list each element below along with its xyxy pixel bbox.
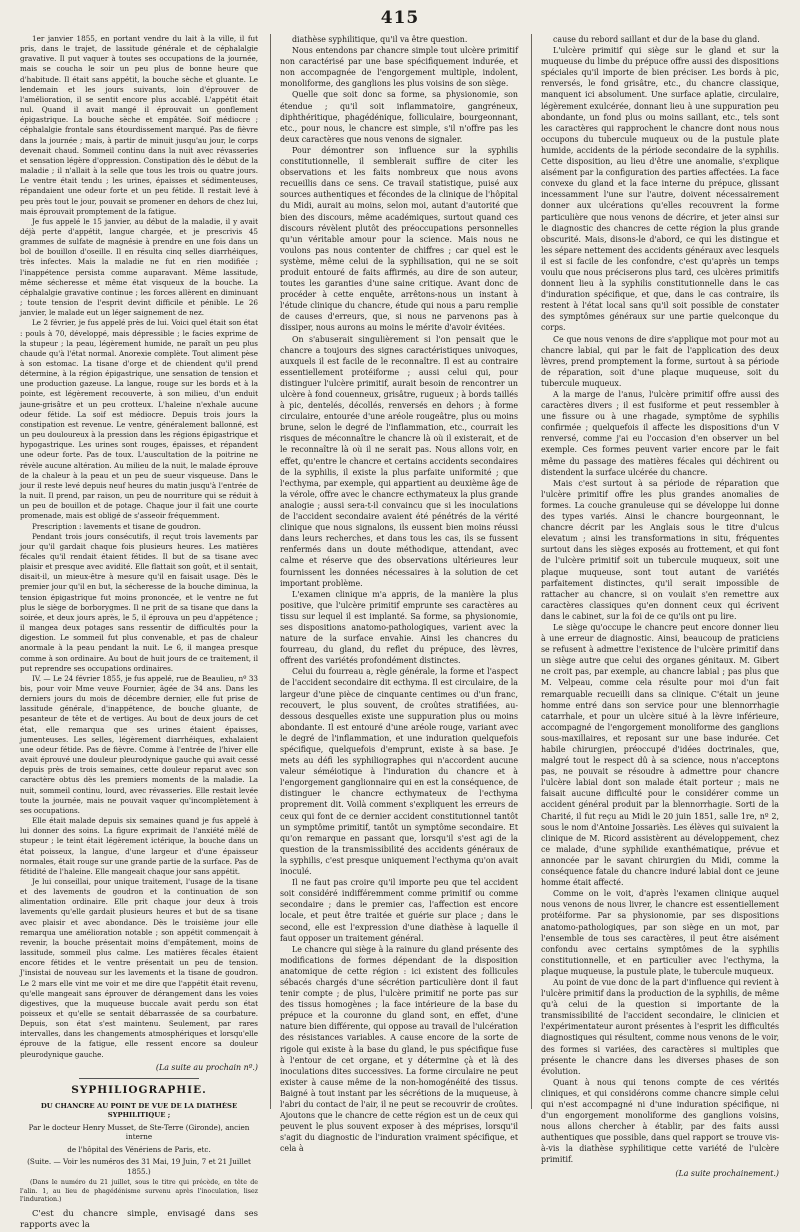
paragraph: diathèse syphilitique, qu'il va être question. (292, 35, 468, 44)
column-divider (270, 34, 271, 1109)
section-title: SYPHILIOGRAPHIE. (71, 1083, 207, 1096)
paragraph: cause du rebord saillant et dur de la base du gland. (553, 35, 760, 44)
paragraph: Nous entendons par chancre simple tout ulcère primitif non caractérisé par une base spécifiquement indurée, et non accompagnée de l'engorgement multiple, indolent, monoliforme, des ganglions les plus voisins de son siège. (280, 46, 518, 89)
paragraph: L'ulcère primitif qui siège sur le gland et sur la muqueuse du limbe du prépuce offre aussi des dispositions spéciales qu'il importe de bien préciser. Les bords à pic, renversés, le fond grisâtre, etc., du chancre classique, manquent ici absolument. Une surface aplatie, circulaire, légèrement exulcérée, donnant lieu à une suppuration peu abondante, un fond plus ou moins saillant, etc., tels sont les caractères qui rapprochent le chancre dont nous nous occupons du tubercule muqueux ou de la pustule plate humide, accidents de la période secondaire de la syphilis. Cette disposition, au lieu d'être une anomalie, s'explique aisément par la configuration des parties affectées. La face convexe du gland et la face interne du prépuce, glissant incessamment l'une sur l'autre, doivent nécessairement donner aux ulcérations qu'elles recouvrent la forme particulière que nous venons de décrire, et jeter ainsi sur le diagnostic des chancres de cette région la plus grande obscurité. Mais, disons-le d'abord, ce qui les distingue et les sépare nettement des accidents généraux avec lesquels il est si facile de les confondre, c'est qu'après un temps voulu que nous préciserons plus tard, ces ulcères primitifs donnent lieu à la syphilis constitutionnelle dans le cas d'induration spécifique, et que, dans le cas contraire, ils restent à l'état local sans qu'il soit possible de constater des symptômes généraux sur une partie quelconque du corps. (541, 46, 779, 333)
footnote: (Dans le numéro du 21 juillet, sous le titre qui précède, en tête de l'alin. 1, au lieu de phagédénisme survenu après l'inoculation, lisez l'induration.) (20, 1179, 258, 1204)
column-1 (20, 34, 258, 1231)
paragraph: Je fus appelé le 15 janvier, au début de la maladie, il y avait déjà perte d'appétit, langue chargée, et je prescrivis 45 grammes de sulfate de magnésie à prendre en une fois dans un bol de bouillon d'oseille. Il en résulta cinq selles diarrhéiques, très infectes. Mais la maladie ne fut en rien modifiée ; l'inappétence persista comme auparavant. Même lassitude, même sécheresse et même état visqueux de la bouche. La céphalalgie gravative continue ; les forces allèrent en diminuant ; toute tension de l'esprit devint difficile et pénible. Le 26 janvier, le malade eut un léger saignement de nez. (20, 216, 258, 318)
paragraph: Il ne faut pas croire qu'il importe peu que tel accident soit considéré indifféremment comme primitif ou comme secondaire ; dans le premier cas, l'affection est encore locale, et peut être traitée et guérie sur place ; dans le second, elle est l'expression d'une diathèse à laquelle il faut opposer un traitement général. (280, 878, 518, 943)
paragraph: Celui du fourreau a, règle générale, la forme et l'aspect de l'accident secondaire dit ecthyma. Il est circulaire, de la largeur d'une pièce de cinquante centimes ou d'un franc, recouvert, le plus souvent, de croûtes stratifiées, au-dessous desquelles existe une suppuration plus ou moins abondante. Il est entouré d'une aréole rouge, variant avec le degré de l'inflammation, et une induration quelquefois spécifique, quelquefois d'emprunt, existe à sa base. Je mets au défi les syphiliographes qui n'accordent aucune valeur séméiotique à l'induration du chancre et à l'engorgement ganglionnaire qui en est la conséquence, de distinguer le chancre ecthymateux de l'ecthyma proprement dit. Voilà comment s'expliquent les erreurs de ceux qui font de ce dernier accident constitutionnel tantôt un symptôme primitif, tantôt un symptôme secondaire. Et qu'on remarque en passant que, lorsqu'il s'est agi de la question de la transmissibilité des accidents généraux de la syphilis, c'est presque uniquement l'ecthyma qu'on avait inoculé. (280, 667, 518, 877)
continuation-note: (La suite prochainement.) (675, 1168, 779, 1178)
paragraph: Je lui conseillai, pour unique traitement, l'usage de la tisane et des lavements de goudron et la continuation de son alimentation ordinaire. Elle prit chaque jour deux à trois lavements qu'elle gardait plusieurs heures et but de sa tisane avec plaisir et avec abondance. Dès le troisième jour elle remarqua une amélioration notable ; son appétit commençait à revenir, la bouche présentait moins d'empâtement, moins de lassitude, sommeil plus calme. Les matières fécales étaient encore fétides et le ventre présentait un peu de tension. J'insistai de nouveau sur les lavements et la tisane de goudron. Le 2 mars elle vint me voir et me dire que l'appétit était revenu, qu'elle mangeait sans éprouver de dérangement dans les voies digestives, que la muqueuse buccale avait perdu son état poisseux et qu'elle se sentait débarrassée de sa courbature. Depuis, son état s'est maintenu. Seulement, par rares intervalles, dans les changements atmosphériques et lorsqu'elle éprouve de la fatigue, elle ressent encore sa douleur pleurodynique gauche. (20, 876, 258, 1059)
paragraph: Le chancre qui siège à la rainure du gland présente des modifications de formes dépendant de la disposition anatomique de cette région : ici existent des follicules sébacés chargés d'une sécrétion particulière dont il faut tenir compte ; de plus, l'ulcère primitif ne porte pas sur des tissus homogènes ; la face intérieure de la base du prépuce et la couronne du gland sont, en effet, d'une nature bien différente, qui oppose au travail de l'ulcération des résistances variables. A cause encore de la sorte de rigole qui existe à la base du gland, le pus spécifique fuse à l'entour de cet organe, et y détermine çà et là des inoculations dites successives. La forme circulaire ne peut exister à cause même de la non-homogénéité des tissus. Baigné à tout instant par les sécrétions de la muqueuse, à l'abri du contact de l'air, il ne peut se recouvrir de croûtes. Ajoutons que le chancre de cette région est un de ceux qui peuvent le plus souvent exposer à des méprises, lorsqu'il s'agit du diagnostic de l'induration vraiment spécifique, et cela à (280, 944, 518, 1154)
column-2 (280, 34, 518, 1154)
page-number: 415 (380, 8, 420, 28)
paragraph: Ce que nous venons de dire s'applique mot pour mot au chancre labial, qui par le fait de l'application des deux lèvres, prend promptement la forme, surtout à sa période de réparation, soit d'une plaque muqueuse, soit du tubercule muqueux. (541, 334, 779, 388)
paragraph: Pendant trois jours consécutifs, il reçut trois lavements par jour qu'il gardait chaque fois plusieurs heures. Les matières fécales qu'il rendait étaient fétides. Il but de sa tisane avec plaisir et presque avec avidité. Elle flattait son goût, et il sentait, disait-il, un mieux-être à mesure qu'il en faisait usage. Dès le premier jour qu'il en but, la sécheresse de la bouche diminua, la tension épigastrique fut moins prononcée, et le ventre ne fut plus le siège de borborygmes. Il ne prit de sa tisane que dans la soirée, et deux jours après, le 5, il éprouva un peu d'appétence ; il mangea deux potages sans ressentir de difficultés pour la digestion. Le sommeil fut plus convenable, et pas de chaleur anormale à la peau pendant la nuit. Le 6, il mangea presque comme à son ordinaire. Au bout de huit jours de ce traitement, il put reprendre ses occupations ordinaires. (20, 531, 258, 673)
paragraph: A la marge de l'anus, l'ulcère primitif offre aussi des caractères divers ; il est fusiforme et peut ressembler à une fissure ou à une rhagade, symptôme de syphilis confirmée ; quelquefois il affecte les dispositions d'un V renversé, comme j'ai eu l'occasion d'en observer un bel exemple. Ces formes peuvent varier encore par le fait même du passage des matières fécales qui déchirent ou distendent la surface ulcérée du chancre. (541, 390, 779, 477)
paragraph: L'examen clinique m'a appris, de la manière la plus positive, que l'ulcère primitif emprunte ses caractères au tissu sur lequel il est implanté. Sa forme, sa physionomie, ses dispositions anatomo-pathologiques, varient avec la nature de la surface envahie. Ainsi les chancres du fourreau, du gland, du reflet du prépuce, des lèvres, offrent des variétés profondément distinctes. (280, 589, 518, 666)
paragraph: Comme on le voit, d'après l'examen clinique auquel nous venons de nous livrer, le chancre est essentiellement protéiforme. Par sa physionomie, par ses dispositions anatomo-pathologiques, par son siège en un mot, par l'ensemble de tous ses caractères, il peut être aisément confondu avec certains symptômes de la syphilis constitutionnelle, et en particulier avec l'ecthyma, la plaque muqueuse, la pustule plate, le tubercule muqueux. (541, 889, 779, 976)
paragraph: Elle était malade depuis six semaines quand je fus appelé à lui donner des soins. La figure exprimait de l'anxiété mêlé de stupeur ; le teint était légèrement ictérique, la bouche dans un état poisseux, la langue, d'une largeur et d'une épaisseur normales, était rouge sur une grande partie de la surface. Pas de fétidité de l'haleine. Elle mangeait chaque jour sans appétit. (20, 816, 258, 876)
author-affiliation: de l'hôpital des Vénériens de Paris, etc. (67, 1144, 211, 1154)
paragraph: Prescription : lavements et tisane de goudron. (32, 521, 201, 531)
paragraph: Mais c'est surtout à sa période de réparation que l'ulcère primitif offre les plus grandes anomalies de formes. La couche granuleuse qui se développe lui donne des types variés. Ainsi le chancre bourgeonnant, le chancre décrit par les Anglais sous le titre d'ulcus elevatum ; ainsi les transformations in situ, fréquentes surtout dans les sièges exposés au frottement, et qui font de l'ulcère primitif soit un tubercule muqueux, soit une plaque muqueuse, sont tout autant de variétés parfaitement distinctes, qu'il serait impossible de rattacher au chancre, si on voulait s'en remettre aux caractères classiques qu'en donnent ceux qui écrivent dans le cabinet, sur la foi de ce qu'ils ont pu lire. (541, 478, 779, 621)
paragraph: IV. — Le 24 février 1855, je fus appelé, rue de Beaulieu, nº 33 bis, pour voir Mme veuve Fournier, âgée de 34 ans. Dans les derniers jours du mois de décembre dernier, elle fut prise de lassitude générale, d'inappétence, de bouche gluante, de pesanteur de tête et de vertiges. Au bout de deux jours de cet état, elle remarqua que ses urines étaient épaisses, jumenteuses. Les selles, légèrement diarrhéiques, exhalaient une odeur fétide. Pas de fièvre. Comme à l'entrée de l'hiver elle avait éprouvé une douleur pleurodynique gauche qui avait cessé depuis près de trois semaines, cette douleur reparut avec son caractère obtus dès les premiers moments de la maladie. La nuit, sommeil continu, lourd, avec révasseries. Elle restait levée toute la journée, mais ne pouvait vaquer qu'incomplètement à ses occupations. (20, 673, 258, 815)
paragraph: 1er janvier 1855, en portant vendre du lait à la ville, il fut pris, dans le trajet, de lassitude générale et de céphalalgie gravative. Il put vaquer à toutes ses occupations de la journée, mais se coucha le soir un peu plus de bonne heure que d'habitude. Il était sans appétit, la bouche sèche et gluante. Le lendemain et les jours suivants, loin d'éprouver de l'amélioration, il se sentit encore plus accablé. L'appétit était nul. Quand il avait mangé il éprouvait un gonflement épigastrique. La bouche sèche et empâtée. Soif médiocre ; céphalalgie frontale sans étourdissement marqué. Pas de fièvre dans la journée ; mais, à partir de minuit jusqu'au jour, le corps devenait chaud. Sommeil continu dans la nuit avec révasseries et sensation légère d'oppression. Constipation dès le début de la maladie ; il n'allait à la selle que tous les trois ou quatre jours. Le ventre était tendu ; les urines, épaisses et sédimenteuses, répandaient une odeur forte et un peu fétide. Il restait levé à peu près tout le jour, pouvait se promener en dehors de chez lui, mais éprouvait promptement de la fatigue. (20, 34, 258, 216)
paragraph: Quant à nous qui tenons compte de ces vérités cliniques, et qui considérons comme chancre simple celui qui n'est accompagné ni d'une induration spécifique, ni d'un engorgement monoliforme des ganglions voisins, nous allons chercher à établir, par des faits aussi authentiques que possible, dans quel rapport se trouve vis-à-vis la diathèse syphilitique cette variété de l'ulcère primitif. (541, 1077, 779, 1165)
paragraph: Au point de vue donc de la part d'influence qui revient à l'ulcère primitif dans la production de la syphilis, de même qu'à celui de la question si importante de la transmissibilité de l'accident secondaire, le clinicien et l'expérimentateur auront présentes à l'esprit les difficultés diagnostiques qui résultent, comme nous venons de le voir, des formes si variées, des caractères si multiples que présente le chancre dans les diverses phases de son évolution. (541, 977, 779, 1076)
paragraph: Le 2 février, je fus appelé près de lui. Voici quel était son état : pouls à 70, développé, mais dépressible ; le facies exprime de la stupeur ; la peau, légèrement humide, ne paraît un peu plus chaude qu'à l'état normal. Anorexie complète. Tout aliment pèse à son estomac. La tisane d'orge et de chiendent qu'il prend détermine, à la région épigastrique, une sensation de tension et une production gazeuse. La langue, rouge sur les bords et à la pointe, est légèrement recouverte, à son milieu, d'un enduit jaune-grisâtre et un peu crotteux. L'haleine n'exhale aucune odeur fétide. La soif est médiocre. Depuis trois jours la constipation est revenue. Le ventre, généralement ballonné, est un peu douloureux à la pression dans les régions épigastrique et hypogastrique. Les urines sont rouges, épaisses, et répandent une odeur forte. Pas de toux. L'auscultation de la poitrine ne révèle aucune altération. Au milieu de la nuit, le malade éprouve de la chaleur à la peau et un peu de sueur visqueuse. Dans le jour il reste levé depuis neuf heures du matin jusqu'à l'entrée de la nuit. Il prend, par raison, un peu de nourriture qui se réduit à un peu de bouillon et de potage. Chaque jour il fait une courte promenade, mais est obligé de s'asseoir fréquemment. (20, 318, 258, 521)
series-reference: (Suite. — Voir les numéros des 31 Mai, 19 Juin, 7 et 21 Juillet 1855.) (27, 1157, 251, 1176)
paragraph: Pour démontrer son influence sur la syphilis constitutionnelle, il semblerait suffire de citer les observations et les faits nombreux que nous avons recueillis dans ce sens. Ce travail statistique, puisé aux sources authentiques et fécondes de la clinique de l'hôpital du Midi, aurait au moins, selon moi, autant d'autorité que bien des discours, même académiques, surtout quand ces discours révèlent plutôt des préoccupations personnelles qu'un véritable amour pour la science. Mais nous ne voulons pas nous contenter de chiffres ; car quel est le système, même celui de la syphilisation, qui ne se soit produit entouré de faits affirmés, au dire de son auteur, toutes les garanties d'une saine critique. Avant donc de procéder à cette enquête, arrêtons-nous un instant à l'étude clinique du chancre, étude qui nous a paru remplie de causes d'erreurs, que, si nous ne parvenons pas à dissiper, nous aurons au moins le mérite d'avoir évitées. (280, 145, 518, 333)
author-line: Par le docteur Henry Musset, de Ste-Terre (Gironde), ancien interne (28, 1122, 250, 1142)
paragraph: Quelle que soit donc sa forme, sa physionomie, son étendue ; qu'il soit inflammatoire, gangréneux, diphthéritique, phagédénique, folliculaire, bourgeonnant, etc., pour nous, le chancre est simple, s'il n'offre pas les deux caractères que nous venons de signaler. (280, 90, 518, 144)
paragraph: On s'abuserait singulièrement si l'on pensait que le chancre a toujours des signes caractéristiques univoques, auxquels il est facile de le reconnaître. Il est au contraire essentiellement protéiforme ; aussi celui qui, pour distinguer l'ulcère primitif, aurait besoin de rencontrer un ulcère à fond couenneux, grisâtre, rugueux ; à bords taillés à pic, dentelés, décollés, renversés en dehors ; à forme circulaire, entourée d'une aréole rougeâtre, plus ou moins brune, selon le degré de l'inflammation, etc., courrait les risques de méconnaître le chancre là où il existerait, et de le reconnaître là où il ne serait pas. Nous allons voir, en effet, qu'entre le chancre et certains accidents secondaires de la syphilis, il existe la plus parfaite uniformité ; que l'ecthyma, par exemple, qui appartient au deuxième âge de la vérole, offre avec le chancre ecthymateux la plus grande analogie ; aussi sera-t-il convaincu que si les inoculations de l'accident secondaire avaient été pénétrés de la vérité clinique que nous signalons, ils eussent bien moins réussi dans leurs recherches, et dans tous les cas, ils se fussent renfermés dans un doute méthodique, attendant, avec calme et réserve que des observations ultérieures leur fournissent les données nécessaires à la solution de cet important problème. (280, 334, 518, 588)
column-3 (541, 34, 779, 1178)
paragraph: Le siège qu'occupe le chancre peut encore donner lieu à une erreur de diagnostic. Ainsi, beaucoup de praticiens se refusent à admettre l'existence de l'ulcère primitif dans un siège autre que celui des organes génitaux. M. Gibert ne croit pas, par exemple, au chancre labial ; pas plus que M. Velpeau, comme cela résulte pour moi d'un fait remarquable recueilli dans sa clinique. C'était un jeune homme entré dans son service pour une blennorrhagie catarrhale, et pour un ulcère situé à la lèvre inférieure, accompagné de l'engorgement monoliforme des ganglions sous-maxillaires, et reposant sur une base indurée. Cet habile chirurgien, préoccupé d'idées doctrinales, que, malgré tout le respect dû à sa science, nous n'acceptons pas, ne pouvait se résoudre à admettre pour chancre l'ulcère labial dont son malade était porteur ; mais ne faisait aucune difficulté pour le considérer comme un accident général produit par la blennorrhagie. Sorti de la Charité, il fut reçu au Midi le 20 juin 1851, salle 1re, nº 2, sous le nom d'Antoine Jossariès. Les élèves qui suivaient la clinique de M. Ricord assistèrent au développement, chez ce malade, d'une syphilide exanthématique, prévue et annoncée par le savant chirurgien du Midi, comme la conséquence fatale du chancre induré labial dont ce jeune homme était affecté. (541, 622, 779, 888)
column-divider (531, 34, 532, 1109)
article-title: DU CHANCRE AU POINT DE VUE DE LA DIATHÈSE SYPHILITIQUE ; (40, 1101, 238, 1119)
article-opening: C'est du chancre simple, envisagé dans ses rapports avec la (20, 1208, 258, 1231)
continuation-note: (La suite au prochain nº.) (155, 1062, 258, 1072)
section-divider (79, 1078, 199, 1079)
